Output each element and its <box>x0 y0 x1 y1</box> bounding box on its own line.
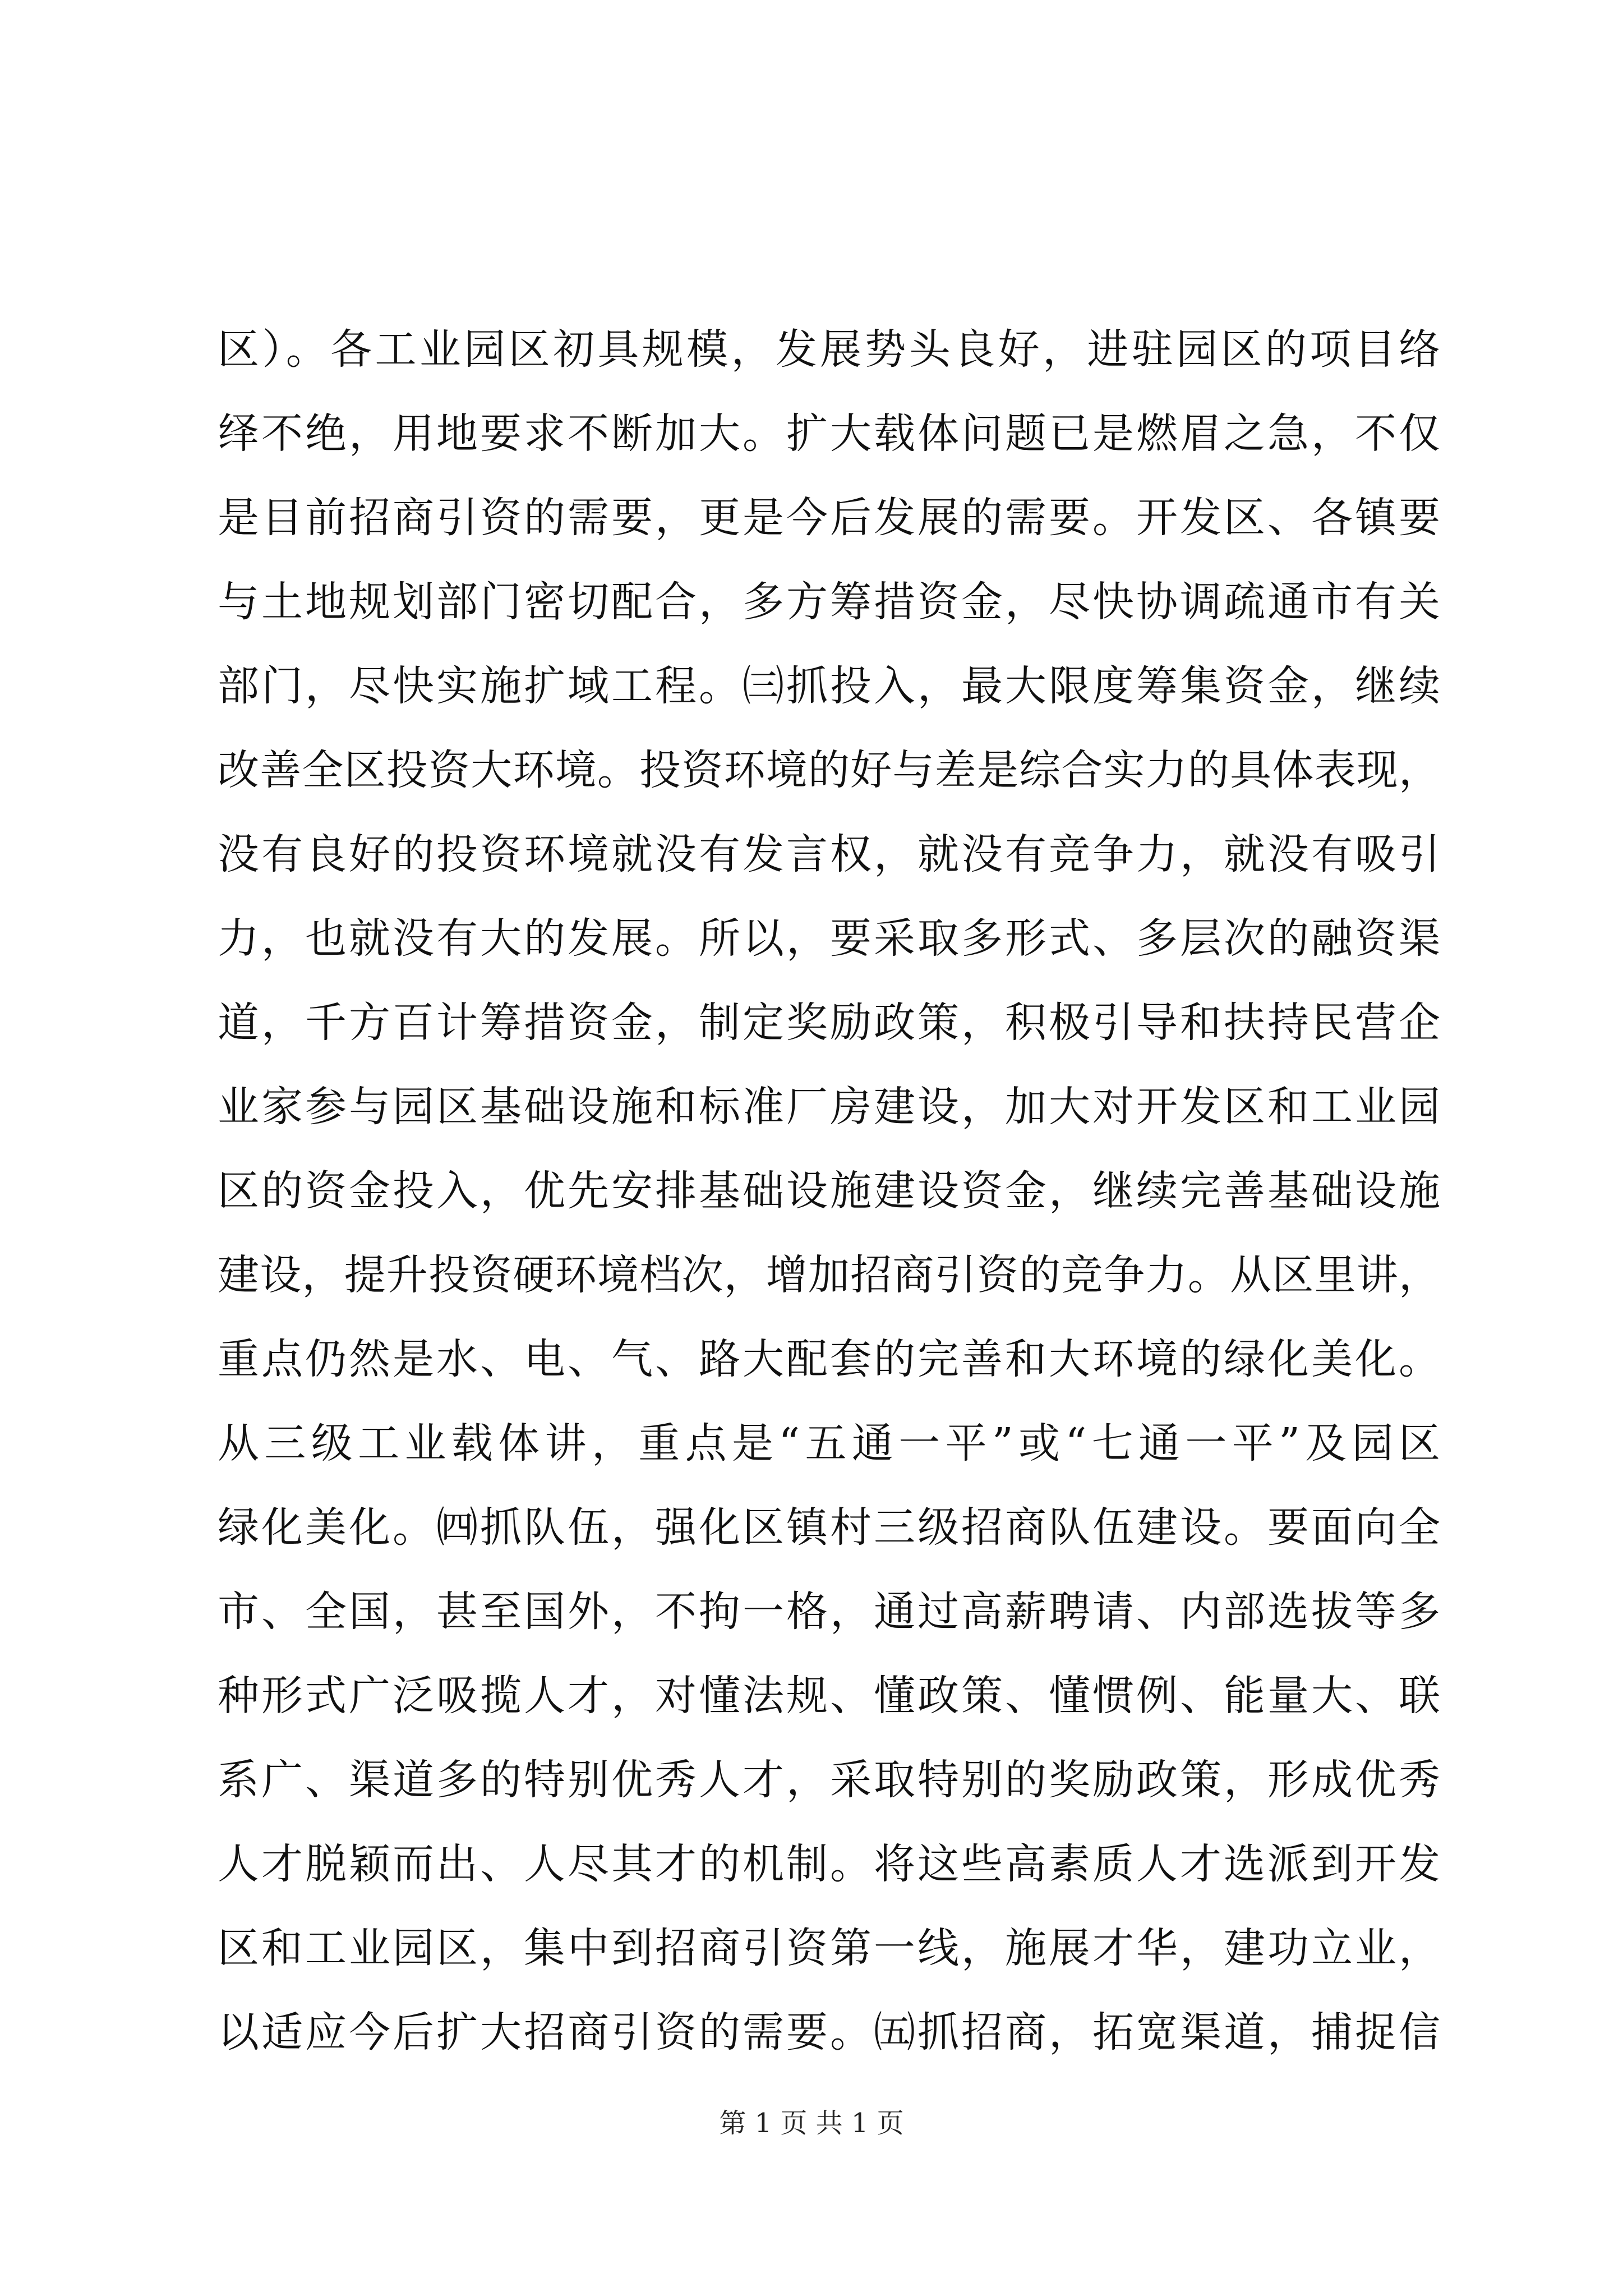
text-line-7: 没有良好的投资环境就没有发言权，就没有竞争力，就没有吸引 <box>218 830 1440 878</box>
text-line-10: 业家参与园区基础设施和标准厂房建设，加大对开发区和工业园 <box>218 1083 1440 1131</box>
text-line-13: 重点仍然是水、电、气、路大配套的完善和大环境的绿化美化。 <box>218 1335 1440 1383</box>
text-line-18: 系广、渠道多的特别优秀人才，采取特别的奖励政策，形成优秀 <box>218 1756 1440 1804</box>
text-line-11: 区的资金投入，优先安排基础设施建设资金，继续完善基础设施 <box>218 1167 1440 1215</box>
text-line-8: 力，也就没有大的发展。所以，要采取多形式、多层次的融资渠 <box>218 914 1440 963</box>
text-line-14: 从三级工业载体讲，重点是“五通一平”或“七通一平”及园区 <box>218 1419 1440 1467</box>
text-line-1: 区）。各工业园区初具规模，发展势头良好，进驻园区的项目络 <box>218 325 1440 374</box>
text-line-19: 人才脱颖而出、人尽其才的机制。将这些高素质人才选派到开发 <box>218 1840 1440 1888</box>
text-line-15: 绿化美化。㈣抓队伍，强化区镇村三级招商队伍建设。要面向全 <box>218 1503 1440 1552</box>
text-line-20: 区和工业园区，集中到招商引资第一线，施展才华，建功立业， <box>218 1924 1440 1972</box>
page-number-footer: 第 1 页 共 1 页 <box>719 2108 904 2139</box>
text-line-3: 是目前招商引资的需要，更是今后发展的需要。开发区、各镇要 <box>218 494 1440 542</box>
text-line-9: 道，千方百计筹措资金，制定奖励政策，积极引导和扶持民营企 <box>218 999 1440 1047</box>
text-line-16: 市、全国，甚至国外，不拘一格，通过高薪聘请、内部选拔等多 <box>218 1588 1440 1636</box>
text-line-21: 以适应今后扩大招商引资的需要。㈤抓招商，拓宽渠道，捕捉信 <box>218 2008 1440 2056</box>
text-line-6: 改善全区投资大环境。投资环境的好与差是综合实力的具体表现， <box>218 746 1440 794</box>
text-line-4: 与土地规划部门密切配合，多方筹措资金，尽快协调疏通市有关 <box>218 578 1440 626</box>
text-line-2: 绎不绝，用地要求不断加大。扩大载体问题已是燃眉之急，不仅 <box>218 409 1440 458</box>
text-line-17: 种形式广泛吸揽人才，对懂法规、懂政策、懂惯例、能量大、联 <box>218 1672 1440 1720</box>
body-text <box>218 307 1440 2074</box>
text-line-12: 建设，提升投资硬环境档次，增加招商引资的竞争力。从区里讲， <box>218 1251 1440 1299</box>
text-line-5: 部门，尽快实施扩域工程。㈢抓投入，最大限度筹集资金，继续 <box>218 662 1440 710</box>
